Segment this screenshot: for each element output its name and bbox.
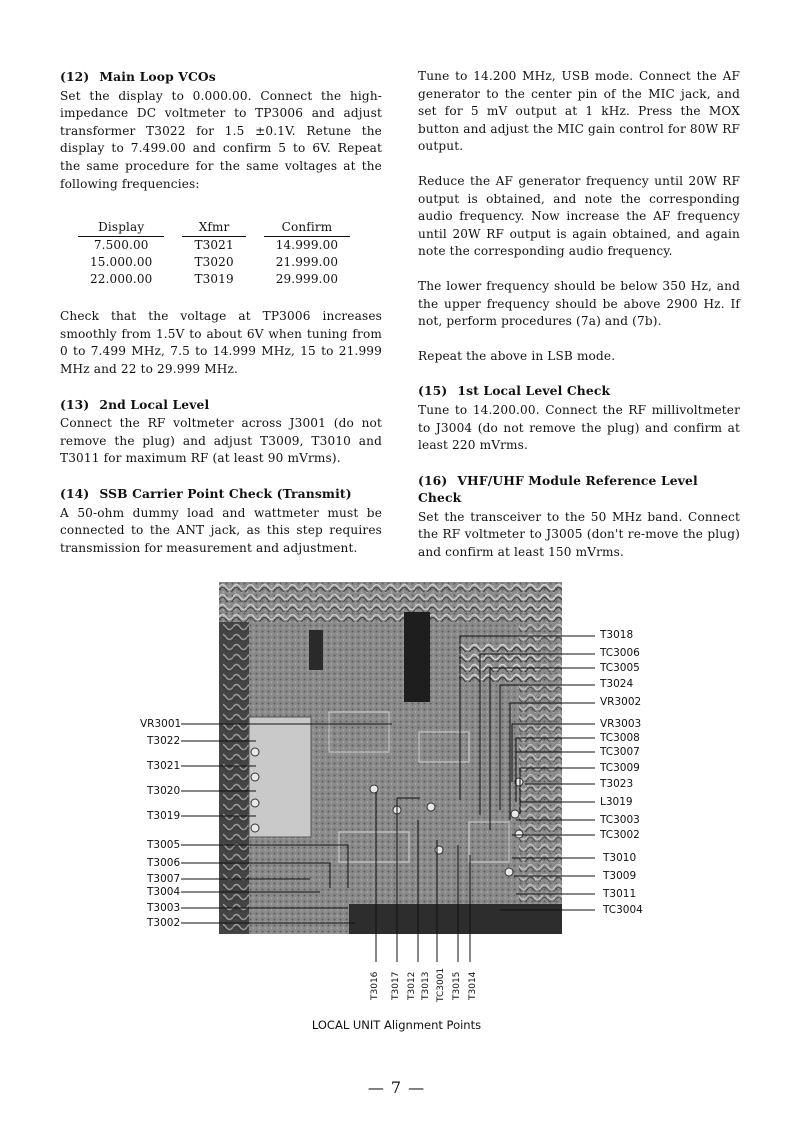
label-t3015: T3015 (452, 971, 462, 1000)
section-number: (12) (60, 69, 90, 84)
section-number: (16) (418, 472, 448, 488)
table-cell: T3021 (194, 238, 234, 253)
label-t3017: T3017 (391, 971, 401, 1000)
paragraph: Repeat the above in LSB mode. (418, 348, 616, 363)
label-t3012: T3012 (407, 971, 417, 1000)
table-header-confirm: Confirm (264, 219, 350, 237)
table-cell: T3020 (194, 255, 234, 270)
section-number: (15) (418, 383, 448, 399)
label-t3011: T3011 (603, 888, 637, 900)
section-title: 2nd Local Level (99, 396, 210, 412)
label-t3024: T3024 (600, 678, 634, 690)
table-header-row (78, 219, 350, 237)
section-15 (418, 382, 740, 454)
section-title: 1st Local Level Check (457, 383, 611, 399)
right-column (418, 68, 740, 579)
label-t3003: T3003 (147, 902, 181, 914)
section-title: Main Loop VCOs (99, 69, 216, 84)
table-cell: 7.500.00 (93, 238, 149, 253)
label-t3016: T3016 (370, 971, 380, 1000)
section-title: SSB Carrier Point Check (Transmit) (99, 485, 352, 501)
label-t3009: T3009 (603, 870, 637, 882)
page-number: — 7 — (367, 1078, 426, 1097)
table-cell: 14.999.00 (275, 238, 339, 253)
section-16-heading (418, 472, 740, 507)
label-tc3009: TC3009 (600, 762, 640, 774)
paragraph: Reduce the AF generator frequency until 20W RF output is obtained, and note the corresponding audio frequency. Now increase the AF frequency until 20W RF output is again obtained, and again note the corresponding audio frequency. (418, 173, 740, 259)
section-12-text: Set the display to 0.000.00. Connect the high-impedance DC voltmeter to TP3006 and adjust transformer T3022 for 1.5 ±0.1V. Retune the display to 7.499.00 and confirm 5 to 6V. Repeat the same procedure for the same voltages at the following frequencies: (60, 88, 382, 191)
label-t3013: T3013 (421, 971, 431, 1000)
table-row (78, 254, 350, 271)
section-13 (60, 396, 382, 468)
label-t3002: T3002 (147, 917, 181, 929)
section-number: (14) (60, 485, 90, 501)
section-15-text: Tune to 14.200.00. Connect the RF millivoltmeter to J3004 (do not remove the plug) and confirm at least 220 mVrms. (418, 402, 740, 453)
label-t3019: T3019 (147, 810, 181, 822)
vco-table (78, 219, 350, 288)
label-t3018: T3018 (600, 629, 634, 641)
local-unit-figure (0, 570, 793, 1050)
table-row (78, 271, 350, 288)
table-header-xfmr: Xfmr (182, 219, 245, 237)
table-cell: 29.999.00 (275, 272, 339, 287)
label-vr3001: VR3001 (140, 718, 182, 730)
section-14-heading (60, 485, 382, 503)
label-l3019: L3019 (600, 796, 633, 808)
label-t3020: T3020 (147, 785, 181, 797)
label-t3021: T3021 (147, 760, 181, 772)
left-column (60, 68, 382, 574)
label-t3022: T3022 (147, 735, 181, 747)
section-13-text: Connect the RF voltmeter across J3001 (do not remove the plug) and adjust T3009, T3010 and T3011 for maximum RF (at least 90 mVrms). (60, 416, 382, 466)
label-tc3006: TC3006 (600, 647, 640, 659)
paragraph: Tune to 14.200 MHz, USB mode. Connect the AF generator to the center pin of the MIC jack, and set for 5 mV output at 1 kHz. Press the MOX button and adjust the MIC gain control for 80W RF output. (418, 69, 740, 154)
label-t3006: T3006 (147, 857, 181, 869)
section-12 (60, 68, 382, 379)
label-tc3001: TC3001 (436, 967, 446, 1002)
section-number: (13) (60, 396, 90, 412)
label-t3005: T3005 (147, 839, 181, 851)
paragraph: The lower frequency should be below 350 Hz, and the upper frequency should be above 2900 Hz. If not, perform procedures (7a) and (7b). (418, 278, 740, 329)
section-16 (418, 472, 740, 562)
section-14-text: A 50-ohm dummy load and wattmeter must be connected to the ANT jack, as this step requires transmission for measurement and adjustment. (60, 505, 382, 555)
label-tc3002: TC3002 (600, 829, 640, 841)
table-cell: 22.000.00 (90, 272, 153, 287)
table-cell: 15.000.00 (90, 255, 153, 270)
label-tc3007: TC3007 (600, 746, 640, 758)
label-tc3003: TC3003 (600, 814, 640, 826)
label-vr3002: VR3002 (600, 696, 642, 708)
label-t3014: T3014 (468, 971, 478, 1000)
label-tc3008: TC3008 (600, 732, 640, 744)
section-13-heading (60, 396, 382, 414)
section-12-check-text: Check that the voltage at TP3006 increases smoothly from 1.5V to about 6V when tuning from 0 to 7.499 MHz, 7.5 to 14.999 MHz, 15 to 21.999 MHz and 22 to 29.999 MHz. (60, 309, 382, 376)
label-tc3004: TC3004 (603, 904, 643, 916)
label-t3004: T3004 (147, 886, 181, 898)
label-t3007: T3007 (147, 873, 181, 885)
table-cell: T3019 (194, 272, 234, 287)
section-12-heading (60, 68, 382, 86)
section-15-heading (418, 382, 740, 400)
table-row (78, 237, 350, 255)
label-tc3005: TC3005 (600, 662, 640, 674)
label-t3010: T3010 (603, 852, 637, 864)
section-title: VHF/UHF Module Reference Level Check (418, 472, 698, 506)
figure-caption: LOCAL UNIT Alignment Points (311, 1018, 482, 1032)
section-14 (60, 485, 382, 557)
label-vr3003: VR3003 (600, 718, 642, 730)
table-cell: 21.999.00 (275, 255, 339, 270)
label-t3023: T3023 (600, 778, 634, 790)
table-header-display: Display (78, 219, 164, 237)
section-16-text: Set the transceiver to the 50 MHz band. Connect the RF voltmeter to J3005 (don't re-move the plug) and confirm at least 150 mVrms. (418, 509, 740, 560)
